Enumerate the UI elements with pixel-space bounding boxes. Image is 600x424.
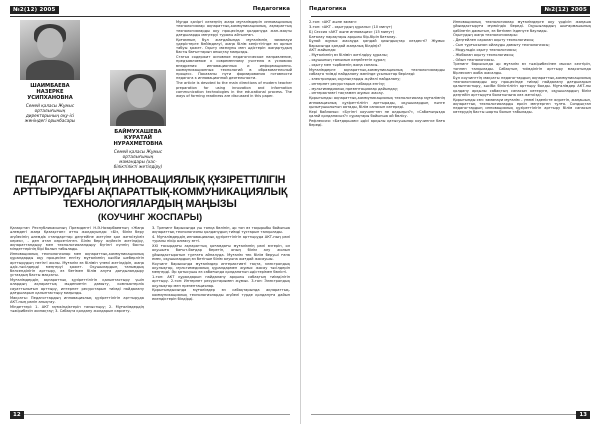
- rubric-label: Педагогика: [309, 6, 347, 12]
- body-paragraph: Коучинг барысында мұғалімдер интерактивті тақта, электрондық оқулықтар, мультимедиялық құралдармен жұмыс жасау тәсілдерін меңгерді. Әр қатысушы өз сабағында қолданатын әдістерімен бөлісті.: [152, 261, 290, 275]
- author-desc-1: Семей қаласы Жұмыс орталығының директорының оқу-ісі жөніндегі орынбасары: [24, 103, 76, 123]
- header-rule: [10, 16, 290, 17]
- right-header: [301, 6, 600, 17]
- page-number: 12: [10, 411, 24, 419]
- abstract-paragraph: The article is devoted to the main directions of modern teacher preparation for using innovation and information communication technologies in the educational process. The ways of forming readiness are discussed in this paper.: [176, 81, 292, 99]
- page-number: 13: [576, 411, 590, 419]
- body-paragraph: Қазақстан Республикасының Президенті Н.Ә.Назарбаевтың «Жаңа әлемдегі жаңа Қазақстан» атты жолдауында: «Біз, білім беру жүйесінің әлемдік стандарттар деңгейіне жетуіне қол жеткізуіміз керек», - деп атап көрсетілген. Білім беру жүйесін жетілдіру, ақпараттандыру мен технологияландыру бүгінгі күннің басты міндеттерінің бірі болып табылады.: [10, 226, 144, 252]
- body-line: - Ойын технологиясы.: [453, 57, 495, 62]
- body-line: - интерактивті тақтамен жұмыс жасау.: [309, 91, 384, 96]
- abstract-paragraph: Қоғамның бұл жағдайында мұғалімнің заманауи үдерістерге бейімделуі, жаңа білім кеңістігінде өз орнын табуы қажет. Оқыту мазмұны мен әдістерін жаңартудың басты бағыттарын анықтау маңызды.: [176, 37, 292, 55]
- body-line: - Деңгейлеп саралап оқыту технологиясы;: [453, 38, 535, 43]
- body-paragraph: 1-топ: АКТ құралдарын пайдалану арқылы сабақтың тиімділігін арттыру. 2-топ: Интернет ресурстарымен жұмыс. 3-топ: Электрондық оқулықтар мен презентациялар.: [152, 275, 290, 288]
- body-paragraph: Мұғалімдердің ақпараттық құзіреттілігін қалыптастыру үшін олардың ақпараттық мәдениетін дамыту, компьютерлік сауаттылығын арттыру, интернет ресурстарын тиімді пайдалану дағдыларын қалыптастыру маңызды.: [10, 278, 144, 295]
- body-paragraph: Қорытындысында мұғалімдер өз сабақтарында ақпараттық-коммуникациялық технологияларды жүйелі түрде қолдануға дайын екендіктерін білдірді.: [152, 288, 290, 301]
- body-line: Мұғалімдерге ақпараттық-коммуникациялық технологияларды сабақта тиімді пайдалану жөнінде ұсыныстар беріледі:: [309, 67, 445, 77]
- footer-rule: [10, 414, 290, 415]
- body-line: - Модульдік оқыту технологиясы;: [453, 47, 518, 52]
- issue-label: №2(12) 2005: [541, 6, 590, 14]
- footer-rule: [311, 414, 590, 415]
- body-line: - электрондық оқулықтарды жүйелі пайдалану;: [309, 76, 401, 81]
- body-line: - интернет ресурстарын сабаққа енгізу;: [309, 81, 386, 86]
- abstract-column: [176, 20, 292, 170]
- body-line: Кері байланыс: «Бүгінгі коучингтен не алдыңыз?», «Сабағыңызда қалай қолданасыз?» сұрақтары бойынша ой бөлісу.: [309, 109, 445, 118]
- body-line: - мультимедиялық презентациялар дайындау;: [309, 86, 399, 91]
- body-paragraph: 4. Мұғалімдердің инновациялық құзіреттілігін арттыруда АКТ-ның рөлі туралы пікір алмасу өтті.: [152, 235, 290, 244]
- body-paragraph: Міндеттері: 1. АКТ мүмкіндіктерін таныстыру; 2. Мұғалімдердің тәжірибесін жинақтау; 3. Сабақта қолдану жолдарын көрсету.: [10, 304, 144, 314]
- author-name-1: ШАИМБАЕВА НАЗЕРКЕ УСИПХАНОВНА: [27, 83, 73, 102]
- body-paragraph: Мақсаты: Педагогтардың инновациялық құзіреттілігін арттыруда АКТ-ның рөлін анықтау.: [10, 295, 144, 305]
- author-desc-2: Семей қаласы Жұмыс орталығының мамандары (хас- біліктілікті жетілдіру): [113, 149, 163, 169]
- author-photo-1: [20, 20, 80, 80]
- left-header: [0, 6, 300, 17]
- body-line: Инновациялық технологиялар мұғалімдерге оқу үрдісін жаңаша ұйымдастыруға мүмкіндік береді. Оқушылардың шығармашылық қабілетін дамытып, өз бетімен ізденуге баулиды.: [453, 20, 591, 33]
- right-column-2: [453, 20, 591, 410]
- issue-label: №2(12) 2005: [10, 6, 59, 14]
- body-column-2: [152, 226, 290, 406]
- right-column-1: [309, 20, 445, 410]
- body-line: 3-топ: «АКТ - оқытудың құралы» (10 минут): [309, 24, 393, 29]
- article-subtitle: (КОУЧИНГ ЖОСПАРЫ): [97, 211, 203, 222]
- header-rule: [311, 16, 590, 17]
- body-line: 2-топ: «АКТ және заман»: [309, 20, 357, 24]
- article-title-block: [10, 174, 290, 222]
- abstract-paragraph: Статья содержит основное педагогическое направление, предъявляемое к современному учителю в условиях внедрения инновационных и информационно-коммуникационных технологий в образовательный процесс. Показаны пути формирования готовности педагога к инновационной деятельности.: [176, 55, 292, 81]
- body-line: Бұл коучингтің мақсаты педагогтардың ақпараттық-коммуникациялық технологияларды оқу процесінде тиімді пайдалану дағдыларын қалыптастыру, кәсіби біліктілігін арттыру болды. Мұғалімдер АКТ-ны қолдану арқылы сабақтың сапасын көтеруге, оқушылардың білім деңгейін арттыруға болатынына көз жеткізді.: [453, 75, 591, 97]
- article-title: ПЕДАГОГТАРДЫҢ ИННОВАЦИЯЛЫҚ ҚҰЗІРЕТТІЛІГІН АРТТЫРУДАҒЫ АҚПАРАТТЫҚ-КОММУНИКАЦИЯЛЫҚ ТЕХНОЛОГИЯЛАРДЫҢ МАҢЫЗЫ: [12, 174, 288, 210]
- body-line: - оқыту мен тәрбиенің жаңа сапасы.: [309, 63, 379, 67]
- rubric-label: Педагогика: [252, 6, 290, 12]
- body-line: Б) Сессия «АКТ және инновация» (15 минут): [309, 29, 394, 34]
- body-line: - оқушының танымын кеңейтетін құрал;: [309, 58, 386, 63]
- author-name-2: БАЙМУХАШЕВА КУРАТАЙ НУРАХМЕТОВНА: [113, 129, 163, 148]
- body-line: Қорытынды сөз: заманауи мұғалім – үнемі ізденісте жүретін, жаңашыл, ақпараттық технологияларды еркін меңгерген тұлға. Сондықтан педагогтардың инновациялық құзіреттілігін арттыру білім сапасын көтерудің басты шарты болып табылады.: [453, 97, 591, 115]
- body-line: Рефлексия: «Бағдаршам» әдісі арқылы қатысушылар коучингке баға береді.: [309, 118, 445, 127]
- right-page: [300, 0, 600, 424]
- body-line: Тренинг барысында әр мұғалім өз тәжірибесінен мысал келтіріп, топпен талқылады. Сабақтың тиімділігін арттыру мақсатында бірлескен жоба жасалды.: [453, 62, 591, 75]
- body-paragraph: XXI ғасырдағы ақпараттық қоғамдағы мұғалімнің рөлі өзгеріп, ол оқушыға бағыт-бағдар беретін, оның білім алу жолын ұйымдастыратын тұлғаға айналуда. Мұғалім тек білім беруші ғана емес, оқушылардың өз бетінше білім алуына жағдай жасаушы.: [152, 244, 290, 261]
- body-line: - Сын тұрғысынан ойлауды дамыту технологиясы;: [453, 43, 550, 48]
- abstract-paragraph: Мұнда қазіргі кезеңнің жаңа мұғалімдерін инновациялық технологиялар ақпараттық-коммуникациялық, ақпараттық технологияларды оқу процесінде қолдануда жан-жақты дағдыларды меңгеруі туралы айтылған.: [176, 20, 292, 37]
- body-column-1: [10, 226, 144, 406]
- body-line: - Мұғалімнің өз білімін жетілдіру құралы;: [309, 53, 388, 58]
- author-photo-2: [110, 70, 166, 126]
- body-paragraph: 3. Тренинг барысында үш топқа бөлініп, әр топ өз тақырыбы бойынша ақпараттық технологияны қолданудың тиімді тұстарын талқылады.: [152, 226, 290, 235]
- body-line: Қорытынды: ақпараттық-коммуникациялық технологиялар мұғалімнің инновациялық құзіреттілігін арттырады, оқушылардың пәнге қызығушылығын оятады, білім сапасын көтереді.: [309, 96, 445, 109]
- body-line: - Жобалап оқыту технологиясы;: [453, 52, 515, 57]
- body-line: Бағалау парақтары арқылы бір-бірін бағалау.: [309, 34, 397, 39]
- body-line: Бұлай жұмыс жасауда қандай қиындықтар кездесті? Жұмыс барысында қандай жаңалық білдіңіз?: [309, 39, 445, 48]
- body-paragraph: Инновациялық технологиялар мен ақпараттық-коммуникациялық құралдарды оқу процесіне енгізу мұғалімнің кәсіби шеберлігін арттырудың негізгі жолы. Мұғалім өз білімін үнемі жетілдіріп, жаңа әдіс-тәсілдерді меңгеруі қажет. Оқушылардың танымдық белсенділігін арттыру, өз бетімен білім алуға дағдыландыру ұстаздың басты мақсаты.: [10, 252, 144, 278]
- body-line: Оқытудың жаңа технологиялары:: [453, 33, 518, 38]
- body-line: АКТ жайында:: [309, 48, 337, 53]
